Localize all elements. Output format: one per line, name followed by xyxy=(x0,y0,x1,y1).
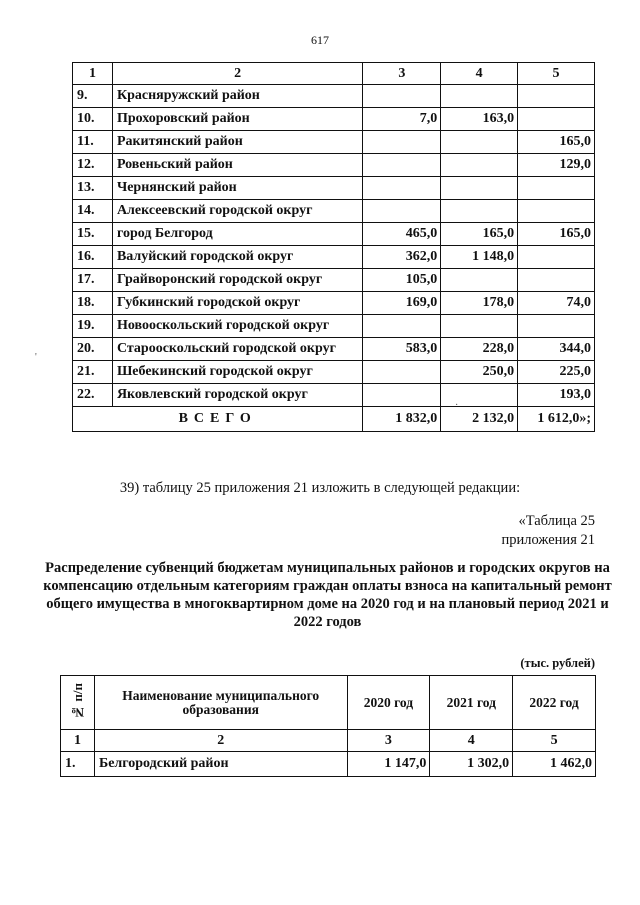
row-col-4 xyxy=(441,269,518,292)
row-number: 12. xyxy=(73,154,113,177)
row-name: Чернянский район xyxy=(112,177,362,200)
row-number: 22. xyxy=(73,384,113,407)
row-col-4: 178,0 xyxy=(441,292,518,315)
row-col-4: 250,0 xyxy=(441,361,518,384)
row-name: Белгородский район xyxy=(94,752,347,777)
col-number-2: 2 xyxy=(94,730,347,752)
table-row xyxy=(73,131,595,154)
row-number: 16. xyxy=(73,246,113,269)
row-col-3: 105,0 xyxy=(363,269,441,292)
table-row xyxy=(73,269,595,292)
header-num: № п/п xyxy=(61,676,95,730)
header-col-2: 2 xyxy=(112,63,362,85)
row-name: Старооскольский городской округ xyxy=(112,338,362,361)
table-row xyxy=(73,292,595,315)
row-col-5: 165,0 xyxy=(518,223,595,246)
row-col-3 xyxy=(363,177,441,200)
row-col-4 xyxy=(441,384,518,407)
row-col-4 xyxy=(441,315,518,338)
header-2020: 2020 год xyxy=(347,676,430,730)
row-col-4 xyxy=(441,131,518,154)
row-col-5: 225,0 xyxy=(518,361,595,384)
table-row xyxy=(73,108,595,131)
page-number: 617 xyxy=(311,33,329,47)
table-row xyxy=(73,361,595,384)
row-col-5 xyxy=(518,315,595,338)
header-2021: 2021 год xyxy=(430,676,513,730)
row-col-5: 193,0 xyxy=(518,384,595,407)
total-col-4: 2 132,0 xyxy=(441,407,518,432)
row-number: 19. xyxy=(73,315,113,338)
unit-label: (тыс. рублей) xyxy=(520,656,595,670)
table-row xyxy=(73,223,595,246)
row-col-4: 1 148,0 xyxy=(441,246,518,269)
row-col-3: 7,0 xyxy=(363,108,441,131)
total-label: ВСЕГО xyxy=(73,407,363,432)
col-number-4: 4 xyxy=(430,730,513,752)
row-col-3 xyxy=(363,85,441,108)
row-number: 21. xyxy=(73,361,113,384)
row-col-5 xyxy=(518,269,595,292)
table-row xyxy=(73,154,595,177)
row-number: 13. xyxy=(73,177,113,200)
table-row xyxy=(73,384,595,407)
column-number-row xyxy=(61,730,596,752)
row-name: Шебекинский городской округ xyxy=(112,361,362,384)
row-name: Яковлевский городской округ xyxy=(112,384,362,407)
header-col-3: 3 xyxy=(363,63,441,85)
row-name: Ракитянский район xyxy=(112,131,362,154)
table-heading: Распределение субвенций бюджетам муниципальных районов и городских округов на компенсацию отдельным категориям граждан оплаты взноса на капитальный ремонт общего имущества в многоквартирном доме на 2020 год и на плановый период 2021 и 2022 годов xyxy=(43,560,612,630)
row-name: город Белгород xyxy=(112,223,362,246)
row-col-3 xyxy=(363,200,441,223)
row-col-3: 362,0 xyxy=(363,246,441,269)
row-name: Прохоровский район xyxy=(112,108,362,131)
header-col-5: 5 xyxy=(518,63,595,85)
row-col-3 xyxy=(363,384,441,407)
row-col-3 xyxy=(363,315,441,338)
row-col-5 xyxy=(518,108,595,131)
header-name: Наименование муниципального образования xyxy=(94,676,347,730)
row-col-5 xyxy=(518,85,595,108)
row-col-4 xyxy=(441,85,518,108)
header-col-1: 1 xyxy=(73,63,113,85)
table-row xyxy=(73,177,595,200)
row-number: 10. xyxy=(73,108,113,131)
row-name: Новооскольский городской округ xyxy=(112,315,362,338)
row-number: 17. xyxy=(73,269,113,292)
row-number: 15. xyxy=(73,223,113,246)
row-col-3 xyxy=(363,361,441,384)
row-col-3: 169,0 xyxy=(363,292,441,315)
row-col-5 xyxy=(518,177,595,200)
row-col-4 xyxy=(441,200,518,223)
table-reference-line-2: приложения 21 xyxy=(501,532,595,548)
row-number: 1. xyxy=(61,752,95,777)
row-col-3: 465,0 xyxy=(363,223,441,246)
row-col-3 xyxy=(363,154,441,177)
row-col-5 xyxy=(518,246,595,269)
row-name: Ровеньский район xyxy=(112,154,362,177)
subsidy-table-25 xyxy=(60,675,596,777)
row-2022: 1 462,0 xyxy=(513,752,596,777)
row-number: 9. xyxy=(73,85,113,108)
row-col-4 xyxy=(441,177,518,200)
table-reference-line-1: «Таблица 25 xyxy=(518,513,595,529)
row-name: Алексеевский городской округ xyxy=(112,200,362,223)
row-name: Губкинский городской округ xyxy=(112,292,362,315)
row-col-3 xyxy=(363,131,441,154)
row-col-5: 74,0 xyxy=(518,292,595,315)
row-2021: 1 302,0 xyxy=(430,752,513,777)
col-number-5: 5 xyxy=(513,730,596,752)
row-number: 20. xyxy=(73,338,113,361)
row-name: Красняружский район xyxy=(112,85,362,108)
row-name: Валуйский городской округ xyxy=(112,246,362,269)
row-number: 18. xyxy=(73,292,113,315)
table-header-row xyxy=(73,63,595,85)
table-row xyxy=(73,85,595,108)
table-row xyxy=(73,315,595,338)
row-col-4: 165,0 xyxy=(441,223,518,246)
scan-speck: · xyxy=(455,400,459,411)
row-number: 11. xyxy=(73,131,113,154)
total-col-3: 1 832,0 xyxy=(363,407,441,432)
row-2020: 1 147,0 xyxy=(347,752,430,777)
col-number-3: 3 xyxy=(347,730,430,752)
table-row xyxy=(73,200,595,223)
scan-speck: ' xyxy=(35,352,37,363)
col-number-1: 1 xyxy=(61,730,95,752)
header-2022: 2022 год xyxy=(513,676,596,730)
header-col-4: 4 xyxy=(441,63,518,85)
row-number: 14. xyxy=(73,200,113,223)
row-col-5: 165,0 xyxy=(518,131,595,154)
total-col-5: 1 612,0»; xyxy=(518,407,595,432)
row-col-4: 228,0 xyxy=(441,338,518,361)
row-col-5: 129,0 xyxy=(518,154,595,177)
row-col-4: 163,0 xyxy=(441,108,518,131)
table-header-row xyxy=(61,676,596,730)
amendment-instruction: 39) таблицу 25 приложения 21 изложить в следующей редакции: xyxy=(119,480,521,496)
table-total-row xyxy=(73,407,595,432)
row-col-5 xyxy=(518,200,595,223)
row-col-3: 583,0 xyxy=(363,338,441,361)
row-col-5: 344,0 xyxy=(518,338,595,361)
row-col-4 xyxy=(441,154,518,177)
subsidy-table-continued xyxy=(72,62,595,432)
table-row xyxy=(61,752,596,777)
row-name: Грайворонский городской округ xyxy=(112,269,362,292)
table-row xyxy=(73,246,595,269)
table-row xyxy=(73,338,595,361)
